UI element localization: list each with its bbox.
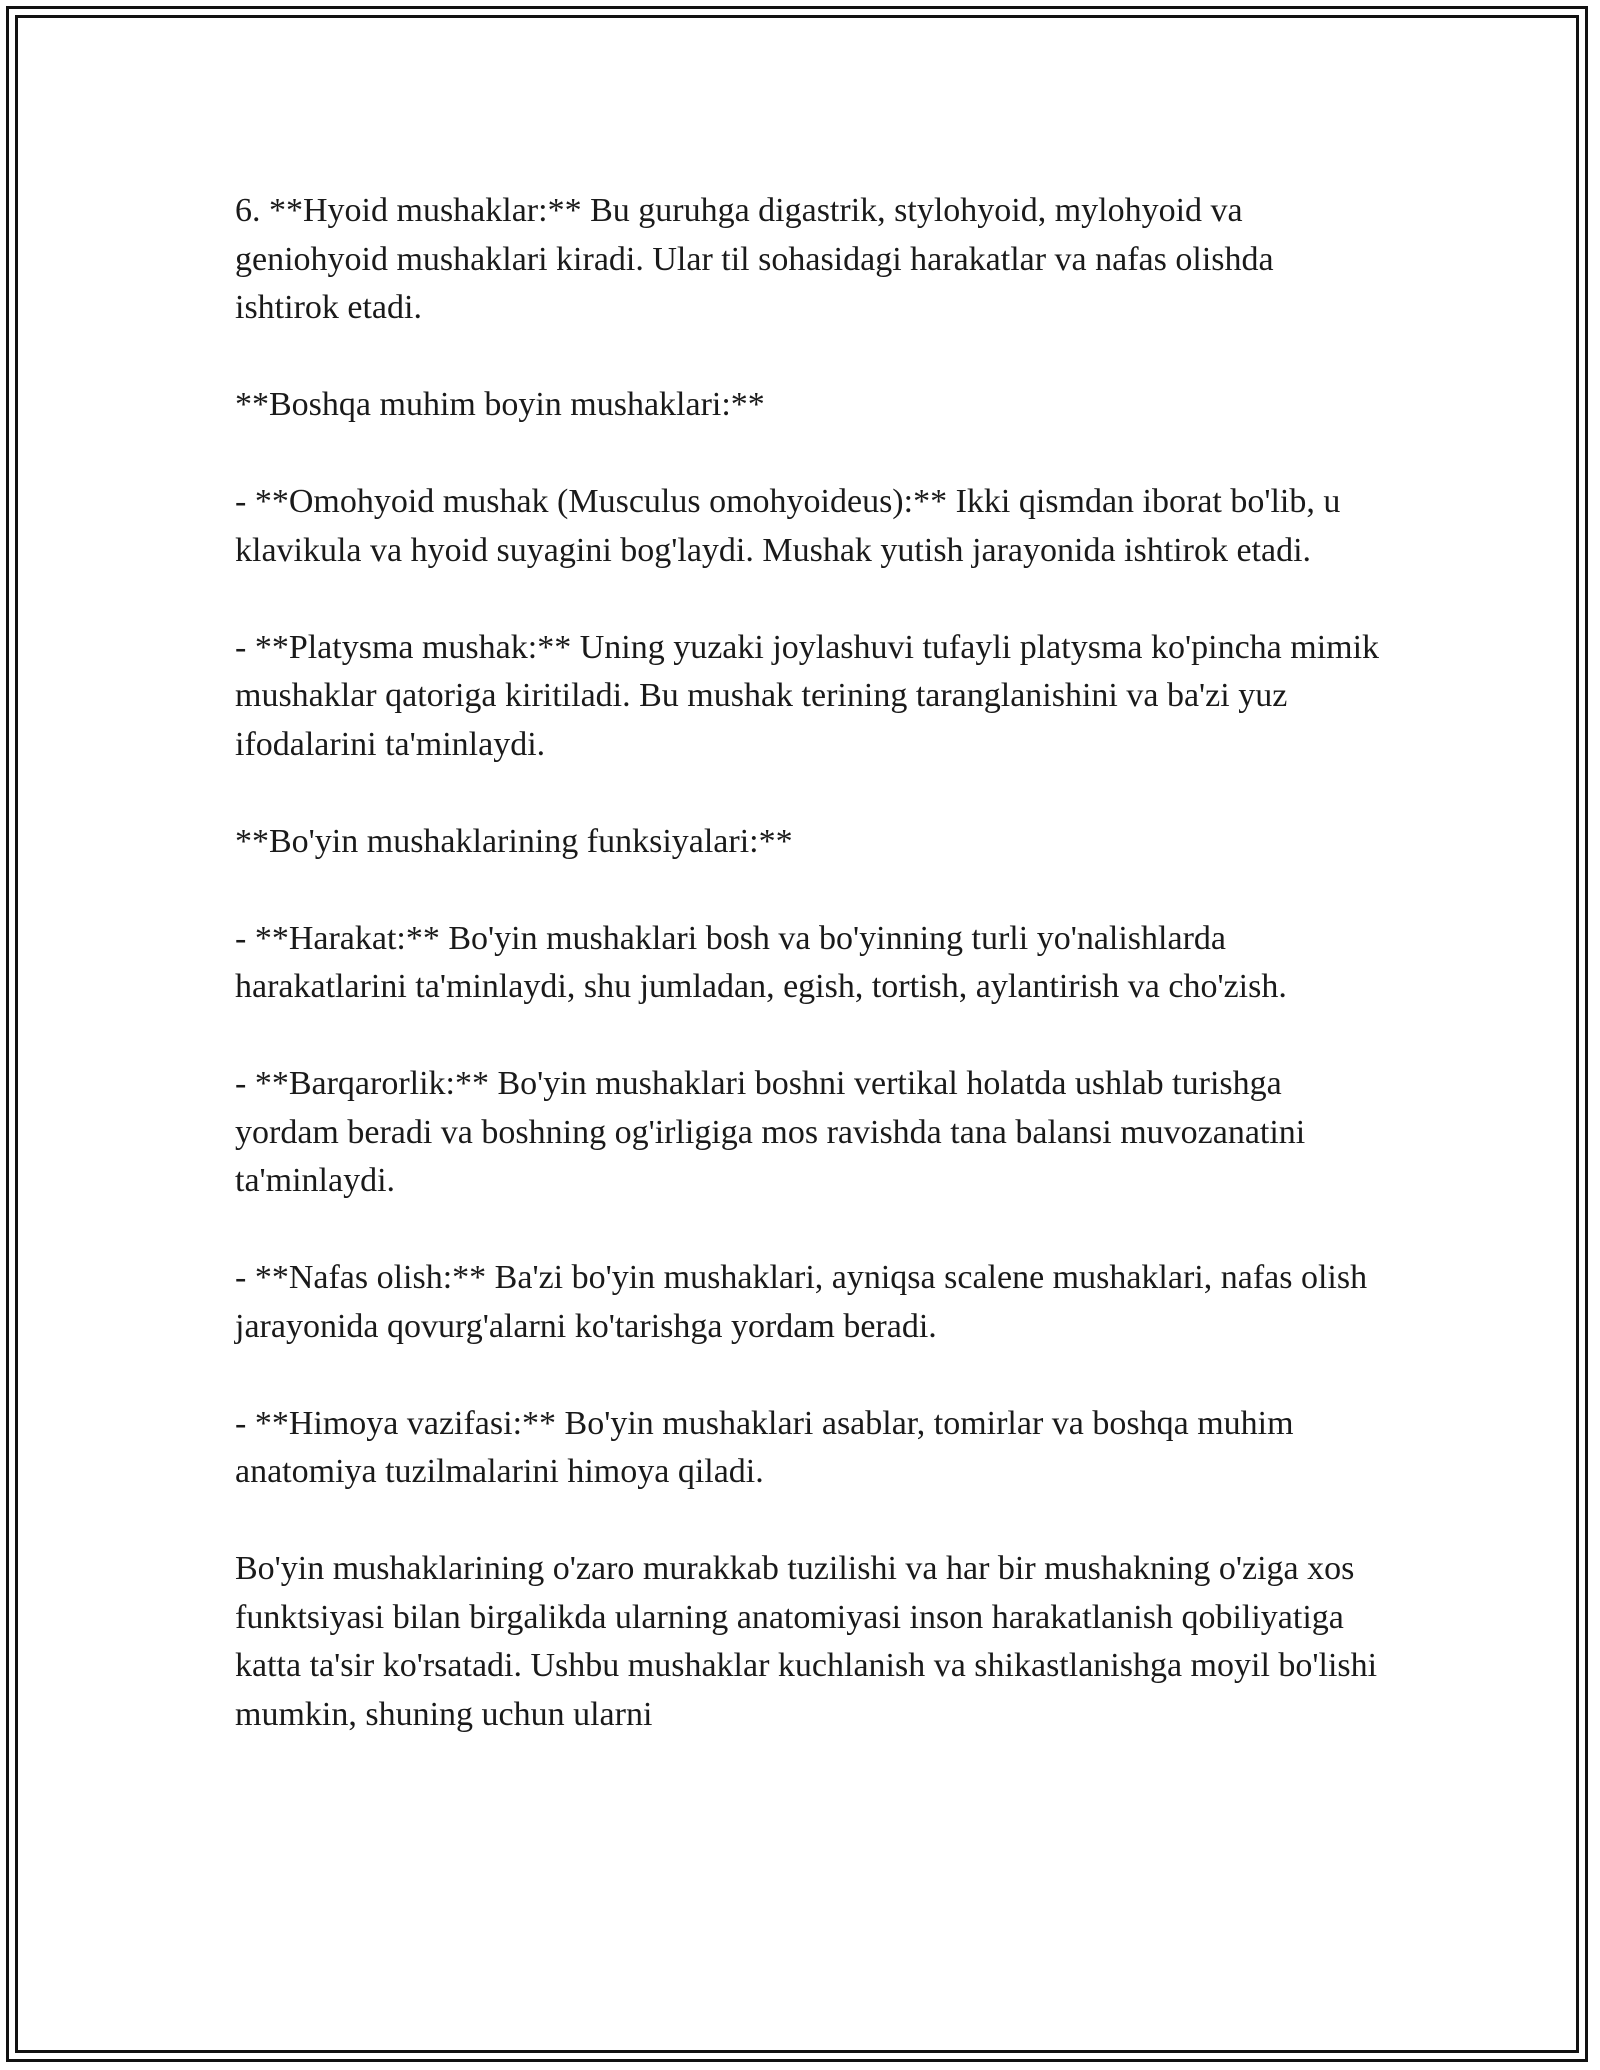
document-body [235, 187, 1385, 1739]
list-item-protection: - **Himoya vazifasi:** Bo'yin mushaklari asablar, tomirlar va boshqa muhim anatomiya tuzilmalarini himoya qiladi. [235, 1404, 1294, 1490]
heading-other-neck-muscles: **Boshqa muhim boyin mushaklari:** [235, 386, 765, 423]
list-item-omohyoid: - **Omohyoid mushak (Musculus omohyoideus):** Ikki qismdan iborat bo'lib, u klavikula va hyoid suyagini bog'laydi. Mushak yutish jarayonida ishtirok etadi. [235, 483, 1341, 569]
list-item-movement: - **Harakat:** Bo'yin mushaklari bosh va bo'yinning turli yo'nalishlarda harakatlarini ta'minlaydi, shu jumladan, egish, tortish, aylantirish va cho'zish. [235, 919, 1287, 1005]
list-item-breathing: - **Nafas olish:** Ba'zi bo'yin mushaklari, ayniqsa scalene mushaklari, nafas olish jarayonida qovurg'alarni ko'tarishga yordam beradi. [235, 1259, 1368, 1345]
list-item-platysma: - **Platysma mushak:** Uning yuzaki joylashuvi tufayli platysma ko'pincha mimik mushaklar qatoriga kiritiladi. Bu mushak terining taranglanishini va ba'zi yuz ifodalarini ta'minlaydi. [235, 628, 1380, 763]
paragraph-hyoid-muscles: 6. **Hyoid mushaklar:** Bu guruhga digastrik, stylohyoid, mylohyoid va geniohyoid mushaklari kiradi. Ular til sohasidagi harakatlar va nafas olishda ishtirok etadi. [235, 192, 1274, 326]
list-item-stability: - **Barqarorlik:** Bo'yin mushaklari boshni vertikal holatda ushlab turishga yordam beradi va boshning og'irligiga mos ravishda tana balansi muvozanatini ta'minlaydi. [235, 1065, 1306, 1199]
heading-neck-muscle-functions: **Bo'yin mushaklarining funksiyalari:** [235, 822, 793, 860]
paragraph-conclusion: Bo'yin mushaklarining o'zaro murakkab tuzilishi va har bir mushakning o'ziga xos funktsiyasi bilan birgalikda ularning anatomiyasi inson harakatlanish qobiliyatiga katta ta'sir ko'rsatadi. Ushbu mushaklar kuchlanish va shikastlanishga moyil bo'lishi mumkin, shuning uchun ularni [235, 1550, 1378, 1733]
